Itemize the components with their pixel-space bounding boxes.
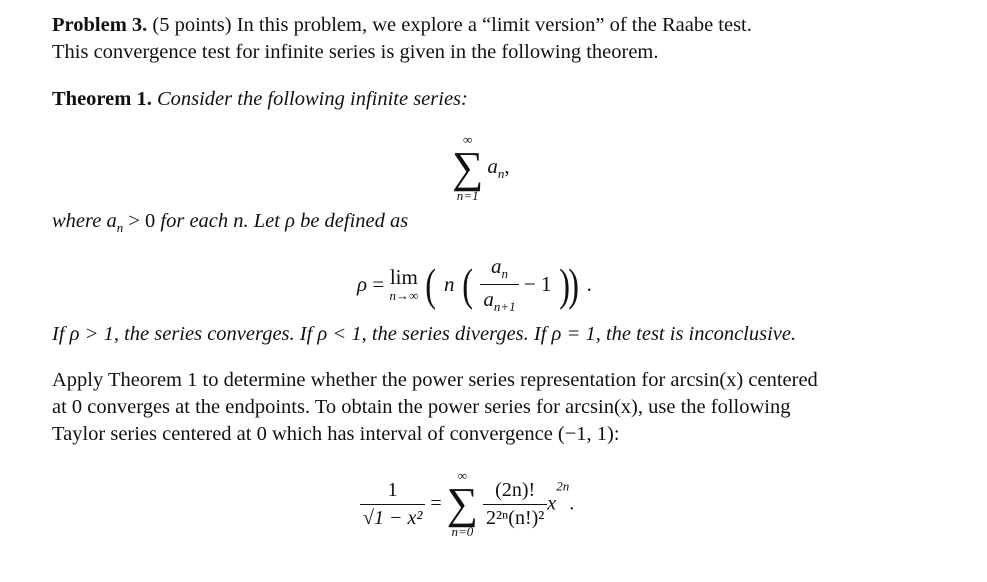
theorem-heading: Theorem 1. xyxy=(52,88,152,110)
where-c: for each xyxy=(160,210,229,232)
apply-line1: Apply Theorem 1 to determine whether the power series representation for arcsin(x) centered xyxy=(52,369,818,391)
apply-line2: at 0 converges at the endpoints. To obtain the power series for arcsin(x), use the following xyxy=(52,396,791,418)
theorem-intro: Consider the following infinite series: xyxy=(156,88,468,110)
sum-lower-limit: n=1 xyxy=(456,188,479,203)
taylor-sigma-symbol: ∑ xyxy=(446,479,479,528)
sum-term-sub: n xyxy=(497,166,505,181)
apply-paragraph xyxy=(52,367,932,448)
rho-period: . xyxy=(586,272,592,296)
series-sum-operator xyxy=(452,132,483,204)
rho-symbol: ρ xyxy=(357,272,368,296)
rho-definition: ρ = lim n→∞ ( n ( $\frac{a_n}{a_{n+1}}$ − 1 )) . xyxy=(357,254,592,314)
rhs-numerator: (2n)! xyxy=(495,478,536,501)
theorem-conclusion: If ρ > 1, the series converges. If ρ < 1, the series diverges. If ρ = 1, the test is inconclusive. xyxy=(52,323,797,345)
where-a: where xyxy=(52,210,102,232)
sigma-symbol: ∑ xyxy=(452,143,484,192)
rhs-fraction xyxy=(483,479,547,530)
where-e: be defined as xyxy=(300,210,409,232)
lim-text: lim xyxy=(389,264,418,289)
rho-equals: = xyxy=(372,272,385,296)
lhs-numerator: 1 xyxy=(387,478,398,501)
problem-text-line1: In this problem, we explore a “limit version” of the Raabe test. xyxy=(236,14,752,36)
lhs-fraction xyxy=(360,479,425,530)
taylor-equals: = xyxy=(430,492,442,515)
theorem-paragraph xyxy=(52,86,932,113)
rho-symbol-inline: ρ xyxy=(285,210,295,232)
taylor-sum-operator xyxy=(447,468,478,540)
apply-line3: Taylor series centered at 0 which has interval of convergence (−1, 1): xyxy=(52,423,620,445)
sum-term: a xyxy=(487,154,498,178)
frac-den-sub: n+1 xyxy=(493,299,516,314)
limit-operator xyxy=(389,266,418,304)
problem-points: (5 points) xyxy=(152,14,232,36)
lim-lower: n→∞ xyxy=(389,287,419,303)
taylor-period: . xyxy=(569,492,575,515)
rhs-exp: 2n xyxy=(556,478,570,494)
taylor-sum-lower: n=0 xyxy=(451,524,474,539)
problem-paragraph xyxy=(52,12,932,66)
problem-heading: Problem 3. xyxy=(52,14,148,36)
problem-text-line2: This convergence test for infinite series is given in the following theorem. xyxy=(52,41,659,63)
series-sum-display xyxy=(452,132,510,204)
taylor-sum-upper: ∞ xyxy=(457,468,467,483)
where-b: > 0 xyxy=(128,210,156,232)
sum-upper-limit: ∞ xyxy=(463,132,473,147)
rhs-denominator: 2²ⁿ(n!)² xyxy=(483,504,547,530)
where-d: . Let xyxy=(243,210,280,232)
lhs-denominator: √1 − x² xyxy=(360,504,425,530)
raabe-fraction: $\frac{a_n}{a_{n+1}}$ xyxy=(480,254,518,315)
rhs-var: x xyxy=(547,492,557,515)
where-line: where $a_n > 0$ for each n. Let ρ be defined as xyxy=(52,210,409,235)
sum-punct: , xyxy=(504,154,510,178)
taylor-series-display xyxy=(360,468,574,540)
frac-minus-one: − 1 xyxy=(523,272,552,296)
